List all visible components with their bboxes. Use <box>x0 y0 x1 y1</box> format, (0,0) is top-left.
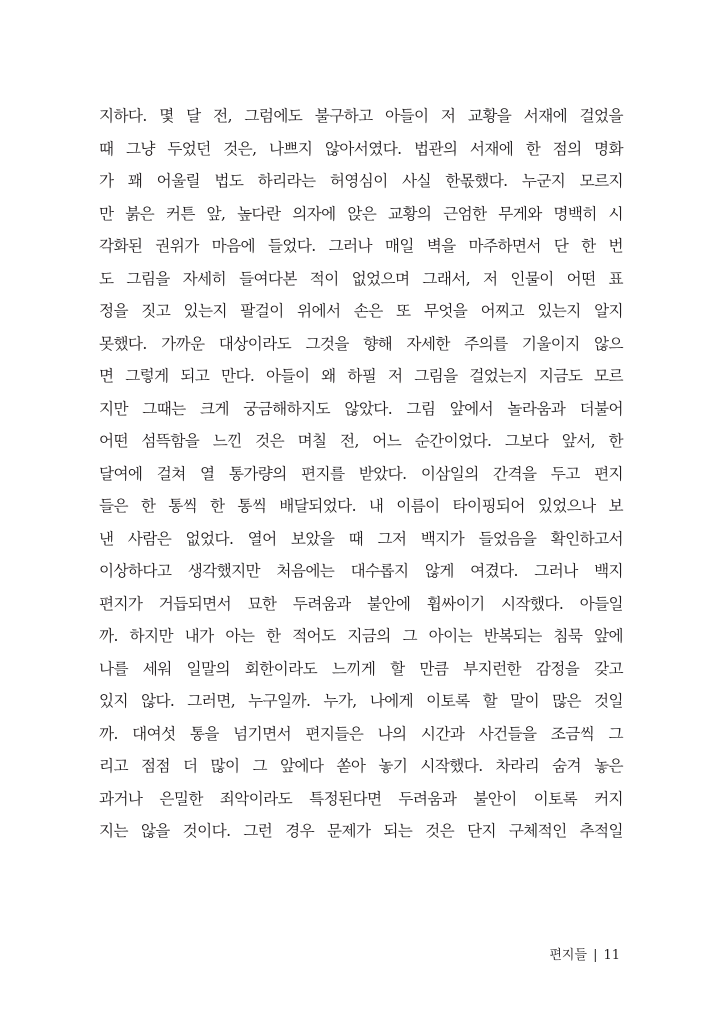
text-line: 까. 대여섯 통을 넘기면서 편지들은 나의 시간과 사건들을 조금씩 그 <box>99 724 623 743</box>
text-line: 까. 하지만 내가 아는 한 적어도 지금의 그 아이는 반복되는 침묵 앞에 <box>99 627 623 645</box>
text-line: 지는 않을 것이다. 그런 경우 문제가 되는 것은 단지 구체적인 추적일 <box>99 822 623 840</box>
text-line: 나를 세워 일말의 회한이라도 느끼게 할 만큼 부지런한 감정을 갖고 <box>99 659 623 678</box>
text-line: 각화된 권위가 마음에 들었다. 그러나 매일 벽을 마주하면서 단 한 번 <box>99 237 623 255</box>
text-line: 면 그렇게 되고 만다. 아들이 왜 하필 저 그림을 걸었는지 지금도 모르 <box>99 367 623 385</box>
text-line: 정을 짓고 있는지 팔걸이 위에서 손은 또 무엇을 어찌고 있는지 알지 <box>99 302 623 320</box>
text-line: 못했다. 가까운 대상이라도 그것을 향해 자세한 주의를 기울이지 않으 <box>99 334 623 353</box>
text-line: 과거나 은밀한 죄악이라도 특정된다면 두려움과 불안이 이토록 커지 <box>99 789 623 808</box>
page-footer <box>549 948 620 964</box>
page-number: 11 <box>603 948 620 963</box>
text-line: 때 그냥 두었던 것은, 나쁘지 않아서였다. 법관의 서재에 한 점의 명화 <box>99 139 623 158</box>
footer-separator: | <box>593 948 598 963</box>
text-line: 만 붉은 커튼 앞, 높다란 의자에 앉은 교황의 근엄한 무게와 명백히 시 <box>99 204 623 223</box>
text-line: 도 그림을 자세히 들여다본 적이 없었으며 그래서, 저 인물이 어떤 표 <box>99 269 623 288</box>
text-line: 지만 그때는 크게 궁금해하지도 않았다. 그림 앞에서 놀라움과 더불어 <box>99 399 623 418</box>
text-line: 가 꽤 어울릴 법도 하리라는 허영심이 사실 한몫했다. 누군지 모르지 <box>99 172 623 190</box>
text-line: 지하다. 몇 달 전, 그럼에도 불구하고 아들이 저 교황을 서재에 걸었을 <box>99 107 623 125</box>
text-line: 달여에 걸쳐 열 통가량의 편지를 받았다. 이삼일의 간격을 두고 편지 <box>99 464 623 483</box>
text-line: 편지가 거듭되면서 묘한 두려움과 불안에 휩싸이기 시작했다. 아들일 <box>99 594 623 613</box>
body-text <box>99 100 623 848</box>
text-line: 이상하다고 생각했지만 처음에는 대수롭지 않게 여겼다. 그러나 백지 <box>99 562 623 580</box>
running-title: 편지들 <box>549 948 588 963</box>
text-line: 낸 사람은 없었다. 열어 보았을 때 그저 백지가 들었음을 확인하고서 <box>99 529 623 548</box>
text-line: 들은 한 통씩 한 통씩 배달되었다. 내 이름이 타이핑되어 있었으나 보 <box>99 497 623 515</box>
text-line: 있지 않다. 그러면, 누구일까. 누가, 나에게 이토록 할 말이 많은 것일 <box>99 692 623 710</box>
text-line: 어떤 섬뜩함을 느낀 것은 며칠 전, 어느 순간이었다. 그보다 앞서, 한 <box>99 432 623 450</box>
text-line: 리고 점점 더 많이 그 앞에다 쏟아 놓기 시작했다. 차라리 숨겨 놓은 <box>99 757 623 775</box>
